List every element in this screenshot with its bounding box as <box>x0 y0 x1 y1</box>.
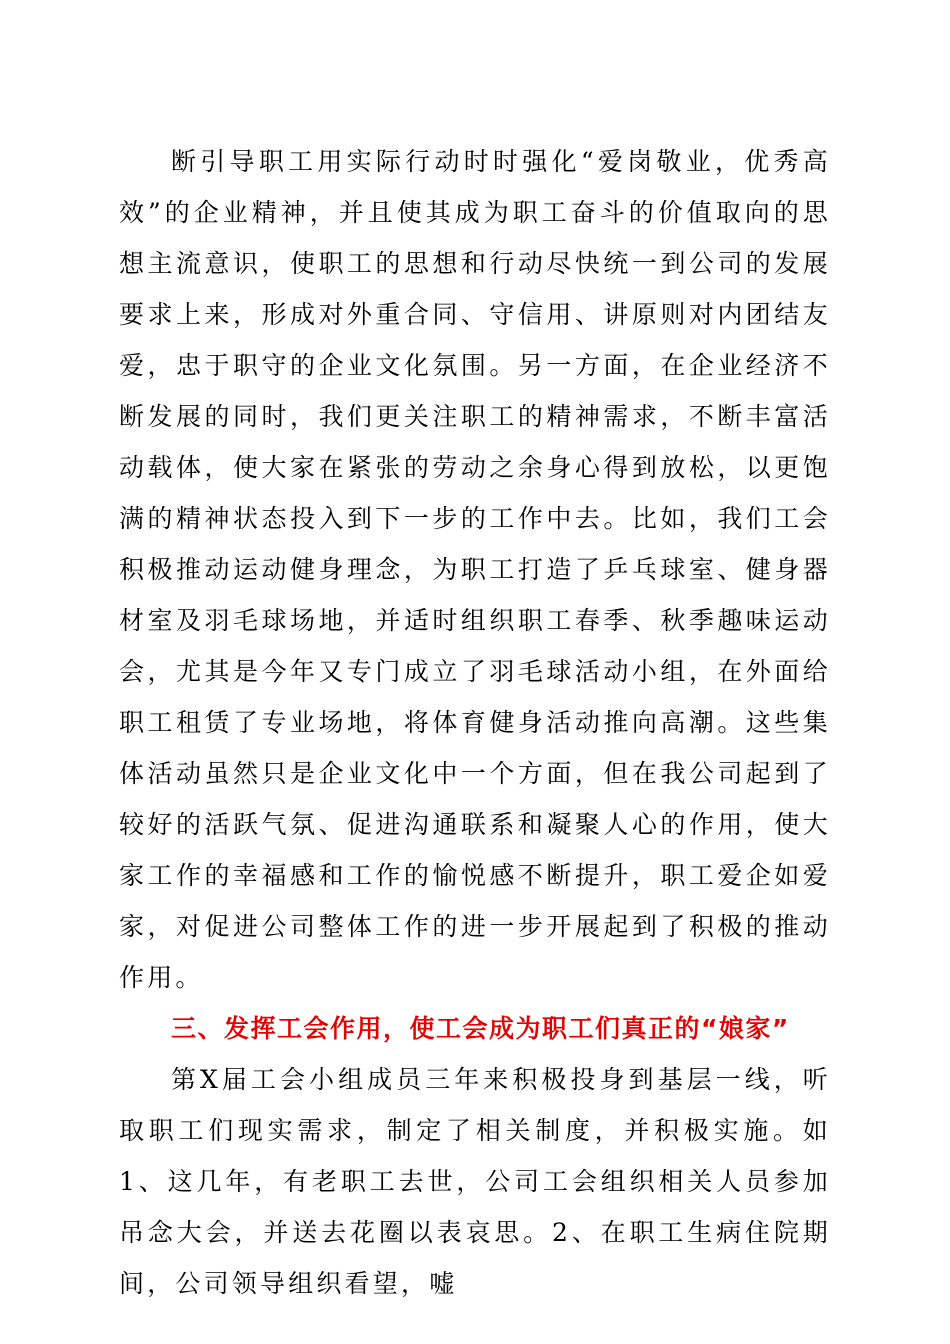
body-paragraph-corporate-culture: 断引导职工用实际行动时时强化“爱岗敬业，优秀高效”的企业精神，并且使其成为职工奋斗的价值取向的思想主流意识，使职工的思想和行动尽快统一到公司的发展要求上来，形成对外重合同、守信用、讲原则对内团结友爱，忠于职守的企业文化氛围。另一方面，在企业经济不断发展的同时，我们更关注职工的精神需求，不断丰富活动载体，使大家在紧张的劳动之余身心得到放松，以更饱满的精神状态投入到下一步的工作中去。比如，我们工会积极推动运动健身理念，为职工打造了乒乓球室、健身器材室及羽毛球场地，并适时组织职工春季、秋季趣味运动会，尤其是今年又专门成立了羽毛球活动小组，在外面给职工租赁了专业场地，将体育健身活动推向高潮。这些集体活动虽然只是企业文化中一个方面，但在我公司起到了较好的活跃气氛、促进沟通联系和凝聚人心的作用，使大家工作的幸福感和工作的愉悦感不断提升，职工爱企如爱家，对促进公司整体工作的进一步开展起到了积极的推动作用。 <box>119 147 831 992</box>
section-heading-union-role: 三、发挥工会作用，使工会成为职工们真正的“娘家” <box>171 1014 790 1043</box>
body-paragraph-union-care: 第X届工会小组成员三年来积极投身到基层一线，听取职工们现实需求，制定了相关制度，并积极实施。如1、这几年，有老职工去世，公司工会组织相关人员参加吊念大会，并送去花圈以表哀思。2、在职工生病住院期间，公司领导组织看望，嘘 <box>119 1065 831 1298</box>
document-body <box>119 136 831 1309</box>
